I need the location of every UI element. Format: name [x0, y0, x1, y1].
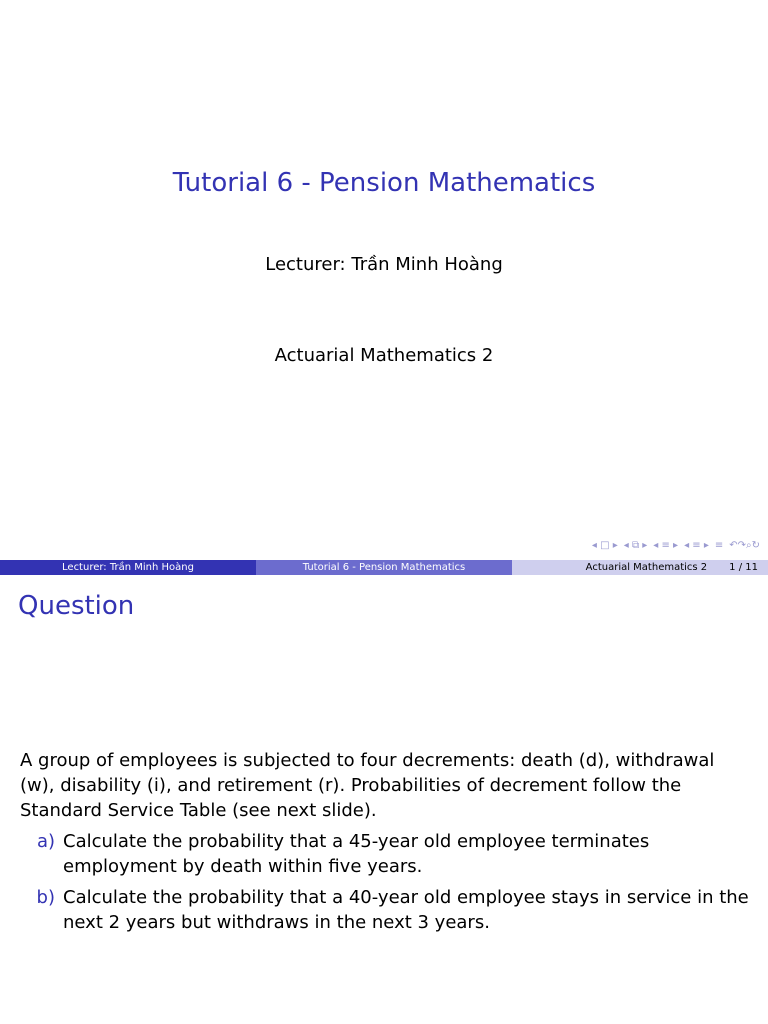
question-body [20, 748, 750, 941]
presentation-title: Tutorial 6 - Pension Mathematics [172, 168, 596, 198]
frame-title: Question [18, 591, 135, 621]
nav-appendix-icon[interactable]: ≡ [714, 540, 724, 551]
list-item [20, 829, 750, 879]
question-slide [0, 575, 768, 1024]
footer-author: Lecturer: Trần Minh Hoàng [0, 560, 256, 575]
page-number: 1 / 11 [729, 562, 758, 573]
nav-document-icon[interactable]: ◂ ≡ ▸ [684, 540, 709, 551]
footer-course: Actuarial Mathematics 2 [585, 562, 708, 573]
nav-section-icon[interactable]: ◂ ≡ ▸ [653, 540, 679, 551]
item-text: Calculate the probability that a 40-year old employee stays in service in the next 2 years but withdraws in the next 3 years. [63, 887, 749, 933]
item-text: Calculate the probability that a 45-year old employee terminates employment by death within five years. [63, 831, 650, 877]
nav-back-search-icon[interactable]: ↶↷⌕↻ [729, 540, 760, 551]
list-item [20, 885, 750, 935]
item-marker: a) [36, 831, 55, 852]
question-intro: A group of employees is subjected to four decrements: death (d), withdrawal (w), disability (i), and retirement (r). Probabilities of decrement follow the Standard Service Table (see next slide). [20, 750, 715, 821]
question-list [20, 829, 750, 935]
item-marker: b) [36, 887, 55, 908]
nav-subsection-icon[interactable]: ◂ ⧉ ▸ [623, 540, 648, 551]
author-line: Lecturer: Trần Minh Hoàng [265, 254, 503, 275]
footer-right [512, 560, 768, 575]
nav-frame-icon[interactable]: ◂ □ ▸ [591, 540, 618, 551]
beamer-navigation [592, 540, 760, 551]
slide-footer [0, 560, 768, 575]
course-name: Actuarial Mathematics 2 [274, 345, 494, 366]
footer-title: Tutorial 6 - Pension Mathematics [256, 560, 512, 575]
